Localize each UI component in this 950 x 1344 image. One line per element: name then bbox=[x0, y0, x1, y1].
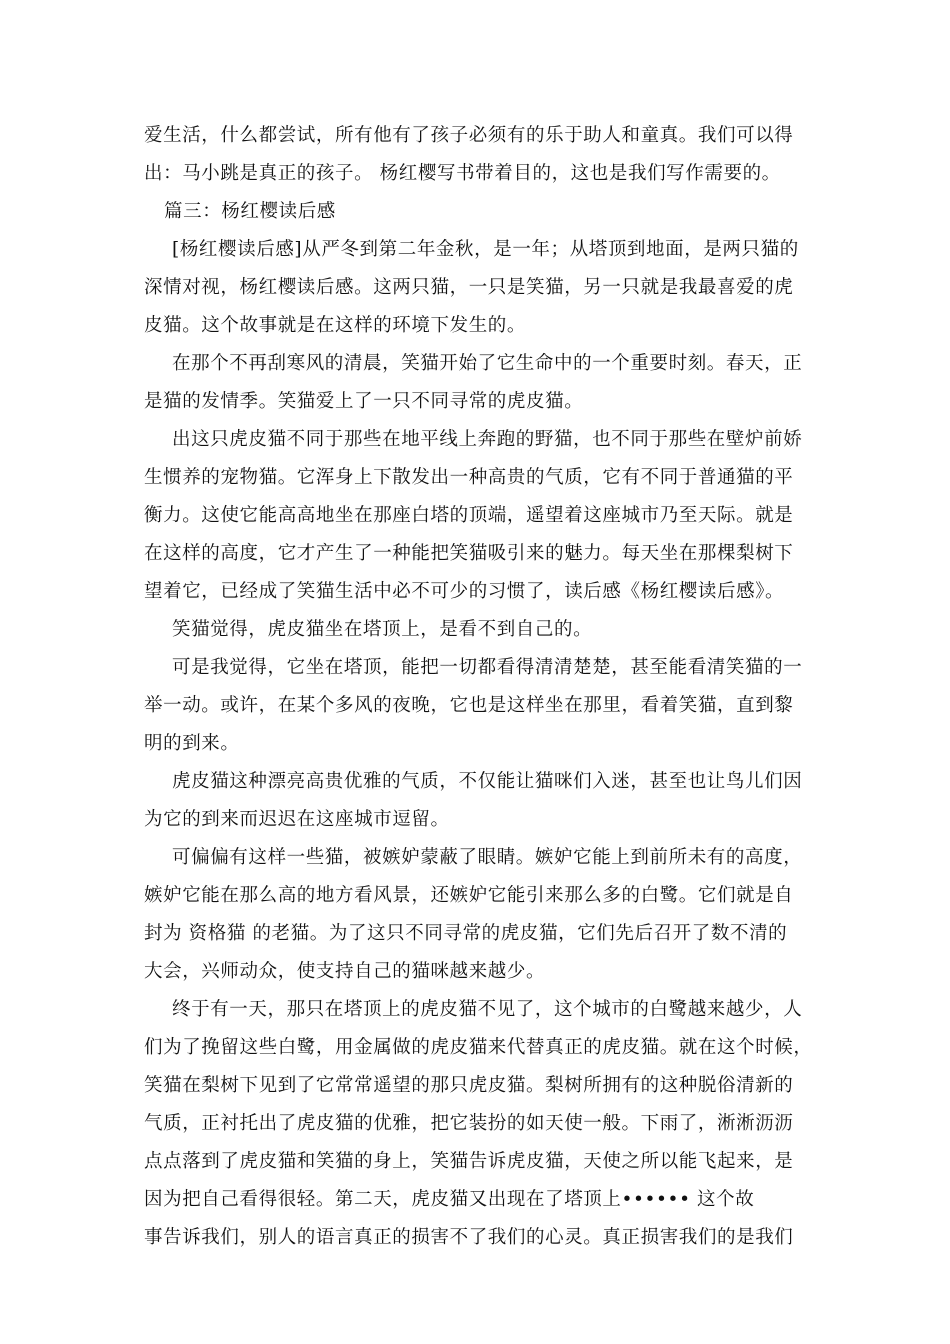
text-line: 在这样的高度，它才产生了一种能把笑猫吸引来的魅力。每天坐在那棵梨树下 bbox=[144, 543, 794, 564]
text-line: 可是我觉得，它坐在塔顶，能把一切都看得清清楚楚，甚至能看清笑猫的一 bbox=[172, 657, 803, 678]
body-text bbox=[144, 117, 813, 1257]
text-line: 生惯养的宠物猫。它浑身上下散发出一种高贵的气质，它有不同于普通猫的平 bbox=[144, 467, 794, 488]
text-line: 望着它，已经成了笑猫生活中必不可少的习惯了，读后感《杨红樱读后感》。 bbox=[144, 581, 785, 602]
text-line: 是猫的发情季。笑猫爱上了一只不同寻常的虎皮猫。 bbox=[144, 391, 584, 412]
text-line: 笑猫觉得，虎皮猫坐在塔顶上，是看不到自己的。 bbox=[172, 619, 593, 640]
text-line: 事告诉我们，别人的语言真正的损害不了我们的心灵。真正损害我们的是我们 bbox=[144, 1227, 794, 1248]
text-line: 深情对视，杨红樱读后感。这两只猫，一只是笑猫，另一只就是我最喜爱的虎 bbox=[144, 277, 794, 298]
text-line: 衡力。这使它能高高地坐在那座白塔的顶端，遥望着这座城市乃至天际。就是 bbox=[144, 505, 794, 526]
text-line: 嫉妒它能在那么高的地方看风景，还嫉妒它能引来那么多的白鹭。它们就是自 bbox=[144, 885, 794, 906]
text-line: 笑猫在梨树下见到了它常常遥望的那只虎皮猫。梨树所拥有的这种脱俗清新的 bbox=[144, 1075, 794, 1096]
text-line: 在那个不再刮寒风的清晨，笑猫开始了它生命中的一个重要时刻。春天，正 bbox=[172, 353, 803, 374]
text-line: 因为把自己看得很轻。第二天，虎皮猫又出现在了塔顶上•••••• 这个故 bbox=[144, 1189, 755, 1210]
text-line: 虎皮猫这种漂亮高贵优雅的气质，不仅能让猫咪们入迷，甚至也让鸟儿们因 bbox=[172, 771, 803, 792]
text-line: [杨红樱读后感]从严冬到第二年金秋，是一年；从塔顶到地面，是两只猫的 bbox=[172, 239, 799, 260]
text-line: 出：马小跳是真正的孩子。 杨红樱写书带着目的，这也是我们写作需要的。 bbox=[144, 163, 781, 184]
text-line: 们为了挽留这些白鹭，用金属做的虎皮猫来代替真正的虎皮猫。就在这个时候， bbox=[144, 1037, 813, 1058]
text-line: 点点落到了虎皮猫和笑猫的身上，笑猫告诉虎皮猫，天使之所以能飞起来，是 bbox=[144, 1151, 794, 1172]
text-line: 气质，正衬托出了虎皮猫的优雅，把它装扮的如天使一般。下雨了，淅淅沥沥 bbox=[144, 1113, 794, 1134]
text-line: 举一动。或许，在某个多风的夜晚，它也是这样坐在那里，看着笑猫，直到黎 bbox=[144, 695, 794, 716]
text-line: 为它的到来而迟迟在这座城市逗留。 bbox=[144, 809, 450, 830]
text-line: 终于有一天，那只在塔顶上的虎皮猫不见了，这个城市的白鹭越来越少，人 bbox=[172, 999, 803, 1020]
text-line: 明的到来。 bbox=[144, 733, 240, 754]
text-line: 封为 资格猫 的老猫。为了这只不同寻常的虎皮猫，它们先后召开了数不清的 bbox=[144, 923, 788, 944]
text-line: 可偏偏有这样一些猫，被嫉妒蒙蔽了眼睛。嫉妒它能上到前所未有的高度， bbox=[172, 847, 803, 868]
text-line: 爱生活，什么都尝试，所有他有了孩子必须有的乐于助人和童真。我们可以得 bbox=[144, 125, 794, 146]
text-line: 皮猫。这个故事就是在这样的环境下发生的。 bbox=[144, 315, 527, 336]
text-line: 出这只虎皮猫不同于那些在地平线上奔跑的野猫，也不同于那些在壁炉前娇 bbox=[172, 429, 803, 450]
text-line: 大会，兴师动众，使支持自己的猫咪越来越少。 bbox=[144, 961, 546, 982]
section-heading: 篇三：杨红樱读后感 bbox=[164, 201, 336, 222]
